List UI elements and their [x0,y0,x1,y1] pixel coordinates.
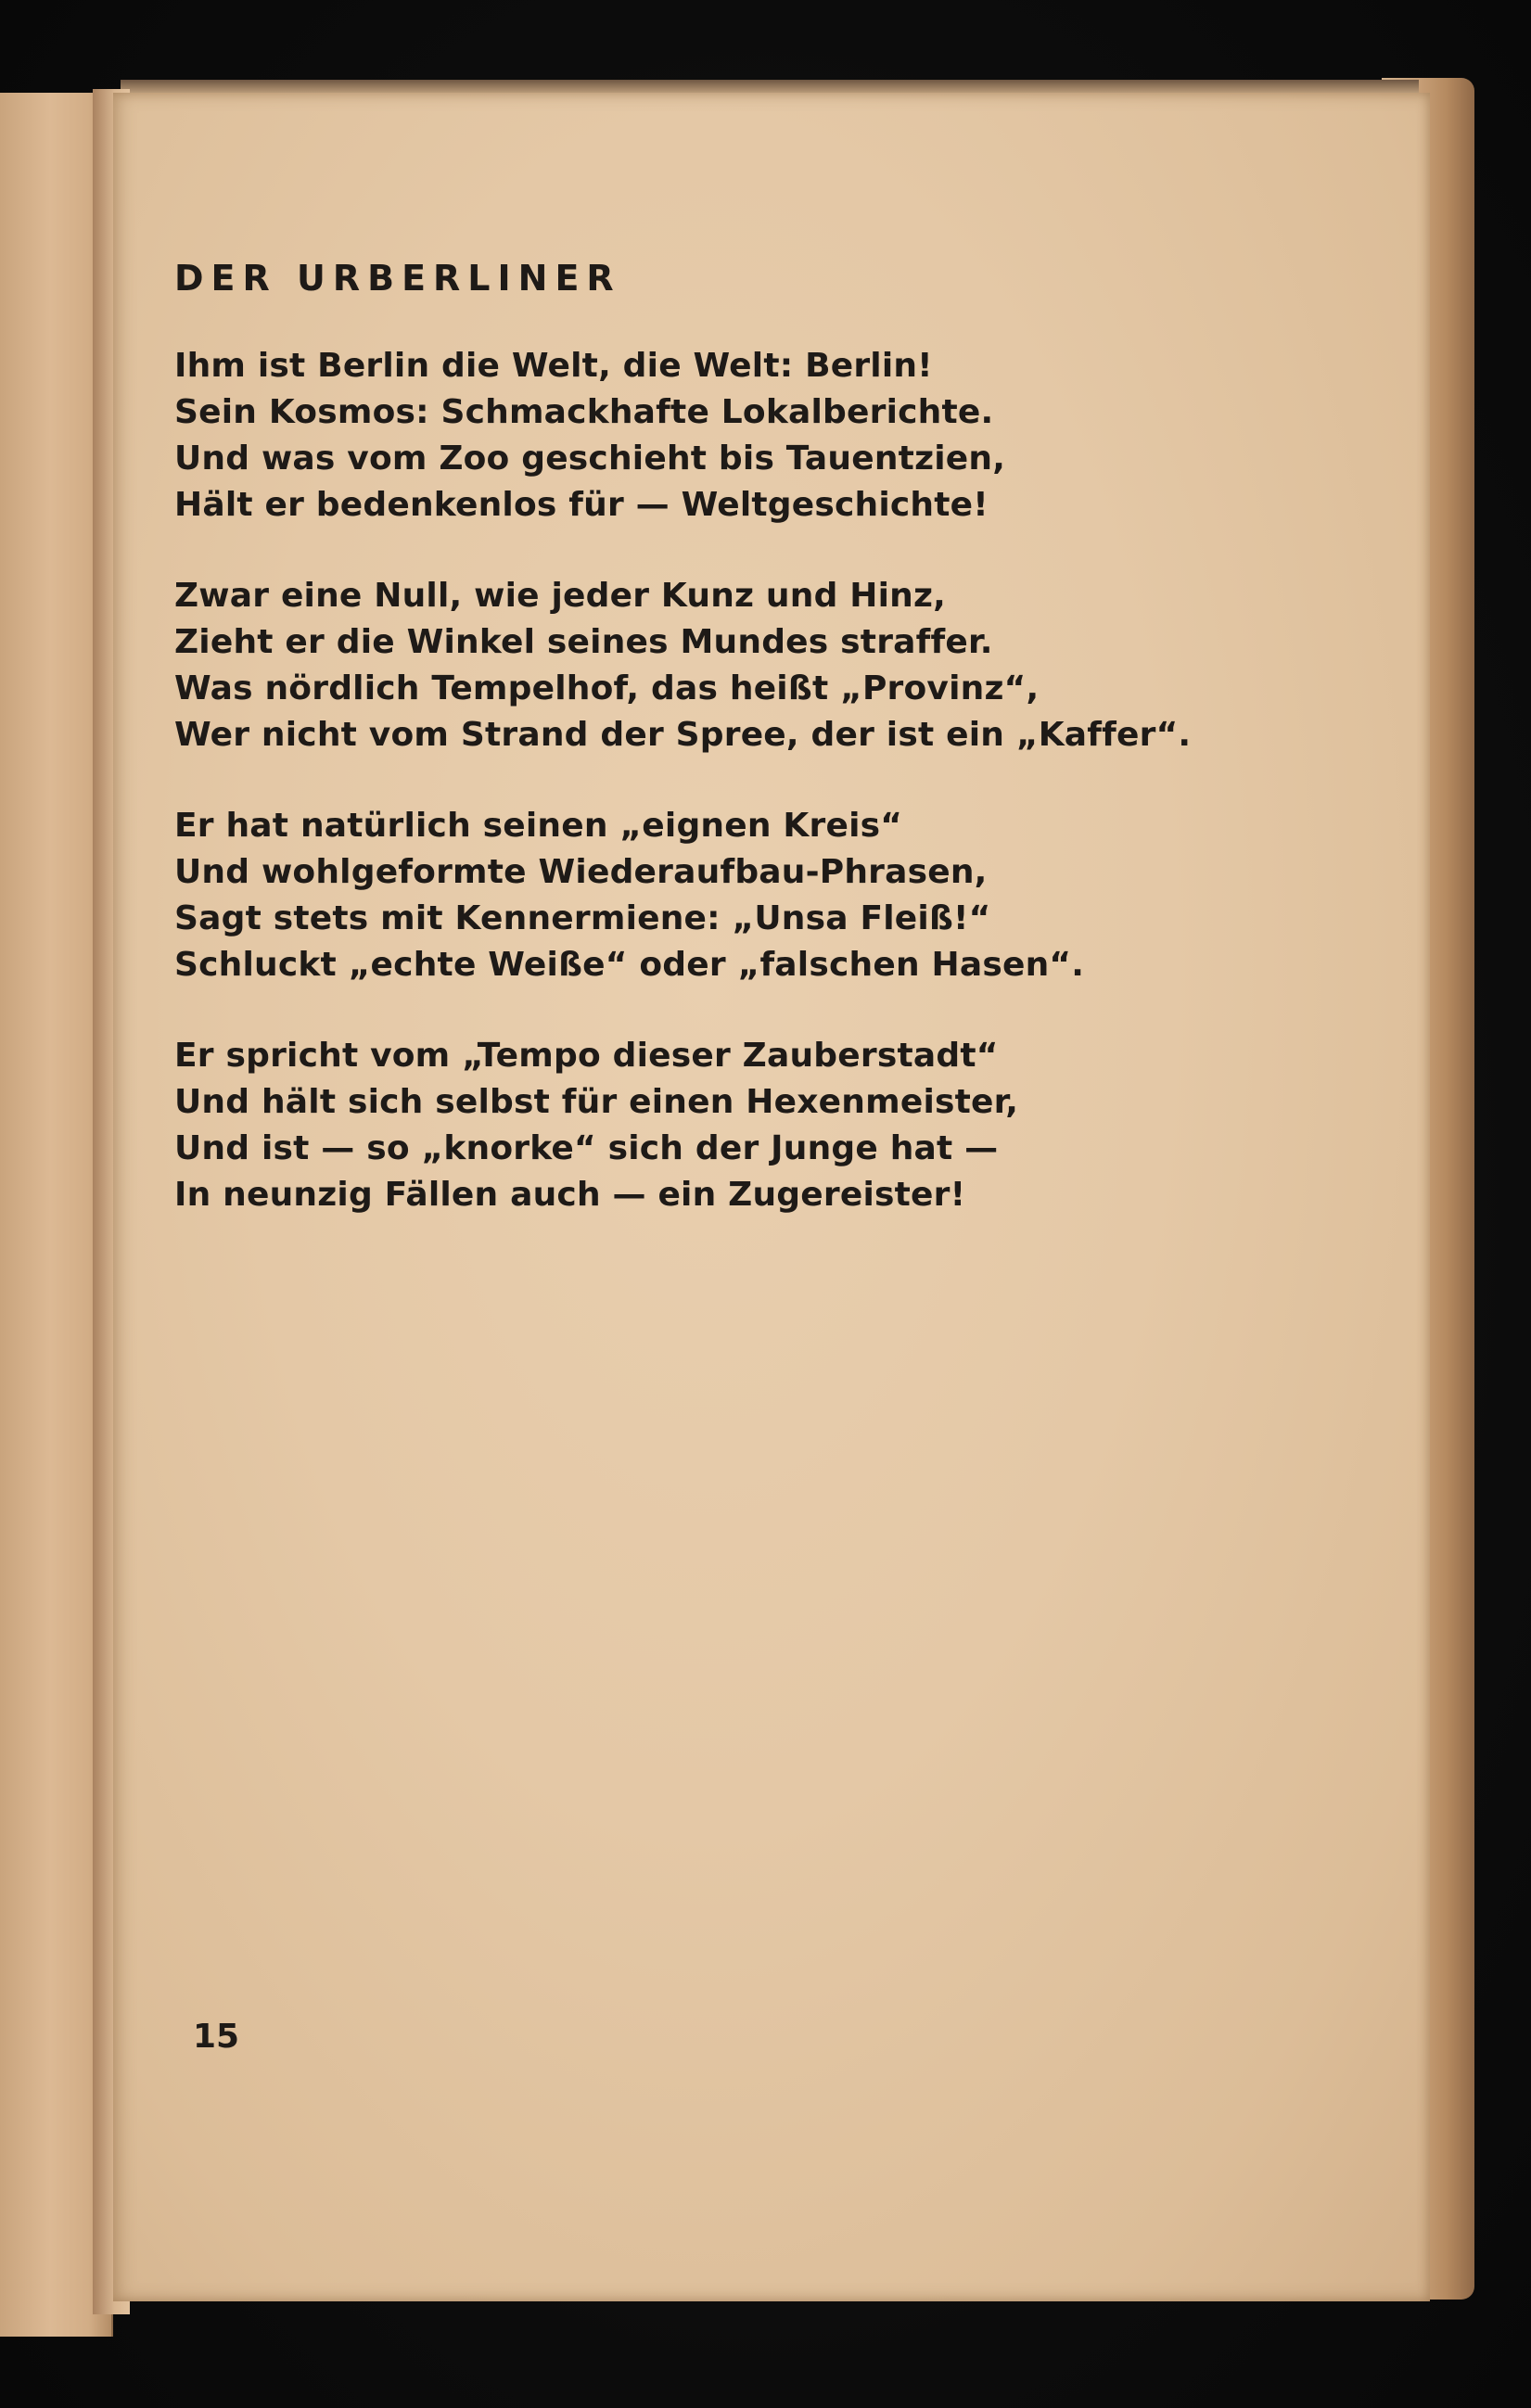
poem-line: Zieht er die Winkel seines Mundes straffer. [174,623,993,661]
poem-line: Sagt stets mit Kennermiene: „Unsa Fleiß!“ [174,899,991,937]
poem-line: Schluckt „echte Weiße“ oder „falschen Hasen“. [174,946,1085,984]
poem-title: DER URBERLINER [174,258,621,299]
stanza-3 [174,803,1241,988]
stanza-1 [174,343,1241,529]
poem [174,250,1241,1263]
poem-line: Und was vom Zoo geschieht bis Tauentzien, [174,440,1006,478]
poem-line: Ihm ist Berlin die Welt, die Welt: Berlin! [174,347,933,385]
poem-line: Er hat natürlich seinen „eignen Kreis“ [174,807,903,845]
poem-line: Und hält sich selbst für einen Hexenmeister, [174,1083,1019,1121]
poem-line: Was nördlich Tempelhof, das heißt „Provinz“, [174,669,1040,707]
stanza-2 [174,573,1241,758]
poem-line: Er spricht vom „Tempo dieser Zauberstadt“ [174,1037,999,1075]
page-number: 15 [193,2018,240,2056]
poem-line: Hält er bedenkenlos für — Weltgeschichte! [174,486,989,524]
poem-line: Wer nicht vom Strand der Spree, der ist ein „Kaffer“. [174,716,1192,754]
poem-line: Und wohlgeformte Wiederaufbau-Phrasen, [174,853,988,891]
poem-line: Zwar eine Null, wie jeder Kunz und Hinz, [174,577,946,615]
poem-line: Und ist — so „knorke“ sich der Junge hat — [174,1129,999,1167]
poem-line: Sein Kosmos: Schmackhafte Lokalberichte. [174,393,994,431]
stanza-4 [174,1033,1241,1218]
poem-line: In neunzig Fällen auch — ein Zugereister! [174,1176,966,1214]
